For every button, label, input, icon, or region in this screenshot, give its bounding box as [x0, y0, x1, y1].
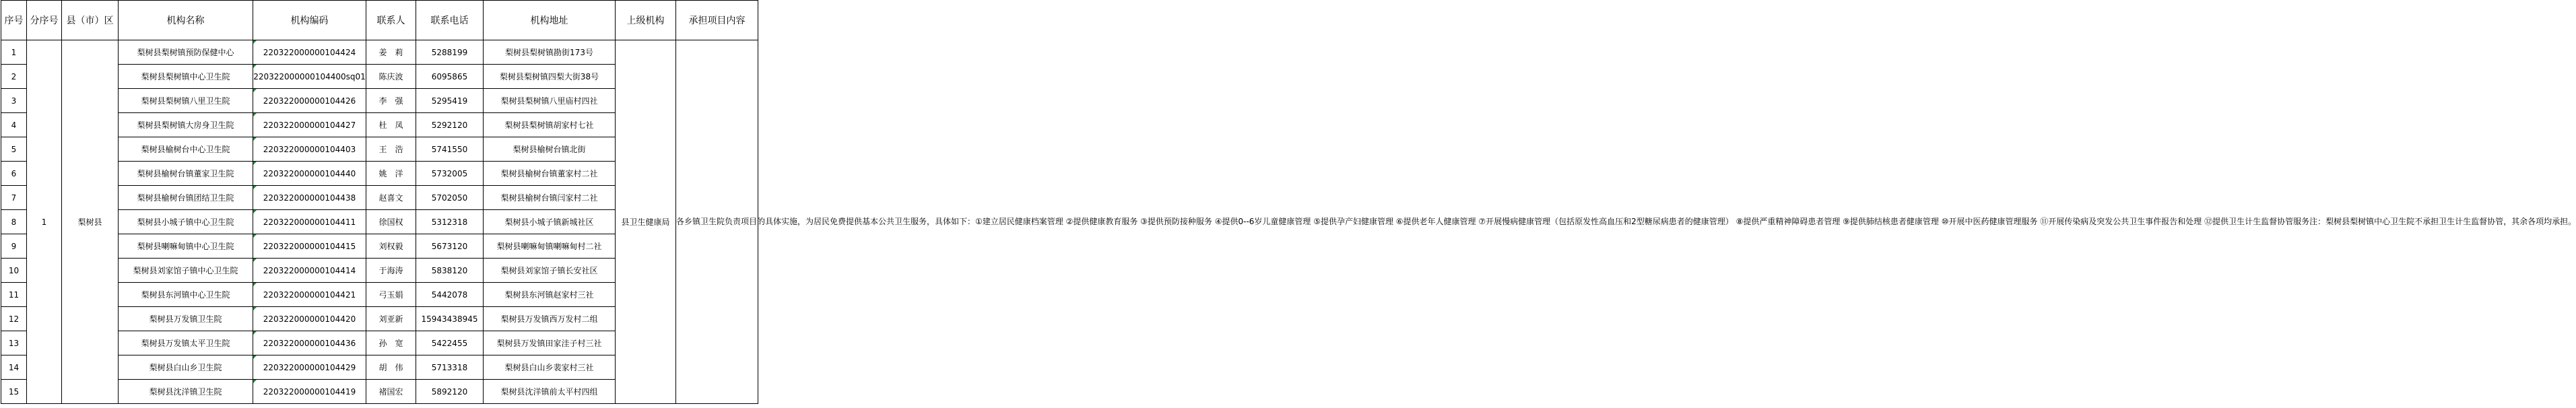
cell-org-code[interactable]: 220322000000104438	[253, 186, 366, 210]
institution-table	[1, 0, 2576, 404]
cell-org-name[interactable]: 梨树县梨树镇预防保健中心	[119, 40, 253, 65]
cell-contact[interactable]: 王 浩	[366, 137, 416, 162]
cell-address[interactable]: 梨树县梨树镇八里庙村四社	[484, 89, 616, 113]
cell-phone[interactable]: 5292120	[416, 113, 484, 137]
cell-no[interactable]: 3	[1, 89, 27, 113]
cell-address[interactable]: 梨树县东河镇赵家村三社	[484, 283, 616, 307]
header-parent-org: 上级机构	[616, 1, 676, 40]
cell-phone[interactable]: 6095865	[416, 65, 484, 89]
cell-address[interactable]: 梨树县喇嘛甸镇喇嘛甸村二社	[484, 234, 616, 259]
table-body	[1, 40, 2576, 404]
cell-org-name[interactable]: 梨树县小城子镇中心卫生院	[119, 210, 253, 234]
cell-org-code[interactable]: 220322000000104440	[253, 162, 366, 186]
cell-address[interactable]: 梨树县梨树镇胡家村七社	[484, 113, 616, 137]
cell-no[interactable]: 5	[1, 137, 27, 162]
cell-address[interactable]: 梨树县白山乡裴家村三社	[484, 355, 616, 380]
cell-phone[interactable]: 5732005	[416, 162, 484, 186]
cell-org-code[interactable]: 220322000000104429	[253, 355, 366, 380]
cell-contact[interactable]: 徐国权	[366, 210, 416, 234]
cell-address[interactable]: 梨树县小城子镇新城社区	[484, 210, 616, 234]
cell-no[interactable]: 2	[1, 65, 27, 89]
cell-address[interactable]: 梨树县梨树镇勘街173号	[484, 40, 616, 65]
cell-address[interactable]: 梨树县榆树台镇北街	[484, 137, 616, 162]
cell-org-name[interactable]: 梨树县刘家馆子镇中心卫生院	[119, 259, 253, 283]
cell-no[interactable]: 11	[1, 283, 27, 307]
cell-no[interactable]: 12	[1, 307, 27, 331]
cell-phone[interactable]: 5838120	[416, 259, 484, 283]
cell-org-name[interactable]: 梨树县沈洋镇卫生院	[119, 380, 253, 404]
cell-contact[interactable]: 李 强	[366, 89, 416, 113]
cell-phone[interactable]: 5702050	[416, 186, 484, 210]
cell-org-code[interactable]: 220322000000104414	[253, 259, 366, 283]
cell-contact[interactable]: 赵喜文	[366, 186, 416, 210]
cell-org-name[interactable]: 梨树县万发镇太平卫生院	[119, 331, 253, 355]
cell-org-name[interactable]: 梨树县梨树镇八里卫生院	[119, 89, 253, 113]
cell-address[interactable]: 梨树县万发镇西万发村二组	[484, 307, 616, 331]
cell-org-name[interactable]: 梨树县万发镇卫生院	[119, 307, 253, 331]
cell-phone[interactable]: 5288199	[416, 40, 484, 65]
cell-no[interactable]: 7	[1, 186, 27, 210]
cell-org-code[interactable]: 220322000000104427	[253, 113, 366, 137]
cell-address[interactable]: 梨树县刘家馆子镇长安社区	[484, 259, 616, 283]
cell-org-code[interactable]: 220322000000104421	[253, 283, 366, 307]
cell-phone[interactable]: 5892120	[416, 380, 484, 404]
cell-org-name[interactable]: 梨树县东河镇中心卫生院	[119, 283, 253, 307]
cell-address[interactable]: 梨树县万发镇田家洼子村三社	[484, 331, 616, 355]
cell-contact[interactable]: 孙 宽	[366, 331, 416, 355]
cell-no[interactable]: 4	[1, 113, 27, 137]
cell-no[interactable]: 15	[1, 380, 27, 404]
cell-contact[interactable]: 杜 凤	[366, 113, 416, 137]
cell-org-name[interactable]: 梨树县喇嘛甸镇中心卫生院	[119, 234, 253, 259]
cell-phone[interactable]: 5741550	[416, 137, 484, 162]
cell-org-code[interactable]: 220322000000104400sq01	[253, 65, 366, 89]
cell-org-code[interactable]: 220322000000104426	[253, 89, 366, 113]
cell-org-code[interactable]: 220322000000104424	[253, 40, 366, 65]
cell-org-name[interactable]: 梨树县榆树台镇团结卫生院	[119, 186, 253, 210]
header-address: 机构地址	[484, 1, 616, 40]
cell-phone[interactable]: 15943438945	[416, 307, 484, 331]
cell-phone[interactable]: 5442078	[416, 283, 484, 307]
cell-contact[interactable]: 陈庆波	[366, 65, 416, 89]
cell-no[interactable]: 1	[1, 40, 27, 65]
cell-contact[interactable]: 刘权毅	[366, 234, 416, 259]
cell-no[interactable]: 6	[1, 162, 27, 186]
header-sub-no: 分序号	[27, 1, 62, 40]
cell-org-name[interactable]: 梨树县梨树镇中心卫生院	[119, 65, 253, 89]
cell-county[interactable]: 梨树县	[62, 40, 119, 404]
cell-no[interactable]: 13	[1, 331, 27, 355]
header-county: 县（市）区	[62, 1, 119, 40]
cell-contact[interactable]: 刘亚新	[366, 307, 416, 331]
cell-contact[interactable]: 胡 伟	[366, 355, 416, 380]
cell-org-name[interactable]: 梨树县榆树台中心卫生院	[119, 137, 253, 162]
cell-phone[interactable]: 5673120	[416, 234, 484, 259]
cell-org-name[interactable]: 梨树县榆树台镇董家卫生院	[119, 162, 253, 186]
header-org-code: 机构编码	[253, 1, 366, 40]
header-duties: 承担项目内容	[676, 1, 758, 40]
cell-phone[interactable]: 5713318	[416, 355, 484, 380]
cell-contact[interactable]: 弓玉娟	[366, 283, 416, 307]
cell-org-name[interactable]: 梨树县白山乡卫生院	[119, 355, 253, 380]
cell-contact[interactable]: 褚国宏	[366, 380, 416, 404]
cell-contact[interactable]: 于海涛	[366, 259, 416, 283]
header-phone: 联系电话	[416, 1, 484, 40]
header-org-name: 机构名称	[119, 1, 253, 40]
cell-contact[interactable]: 姜 莉	[366, 40, 416, 65]
cell-duties[interactable]: 各乡镇卫生院负责项目的具体实施，为居民免费提供基本公共卫生服务，具体如下：①建立居民健康档案管理 ②提供健康教育服务 ③提供预防接种服务 ④提供0--6岁儿童健康管理 ⑤提供孕产妇健康管理 ⑥提供老年人健康管理 ⑦开展慢病健康管理（包括原发性高血压和2型糖尿病患者的健康管理） ⑧提供严重精神障碍患者管理 ⑨提供肺结核患者健康管理 ⑩开展中医药健康管理服务 ⑪开展传染病及突发公共卫生事件报告和处理 ⑫提供卫生计生监督协管服务注：梨树县梨树镇中心卫生院不承担卫生计生监督协管，其余各项均承担。	[676, 40, 758, 404]
cell-org-code[interactable]: 220322000000104411	[253, 210, 366, 234]
cell-org-name[interactable]: 梨树县梨树镇大房身卫生院	[119, 113, 253, 137]
cell-address[interactable]: 梨树县沈洋镇前太平村四组	[484, 380, 616, 404]
cell-contact[interactable]: 姚 洋	[366, 162, 416, 186]
header-row	[1, 1, 758, 40]
cell-phone[interactable]: 5422455	[416, 331, 484, 355]
table-row	[1, 40, 758, 65]
cell-address[interactable]: 梨树县梨树镇四梨大街38号	[484, 65, 616, 89]
cell-parent-org[interactable]: 县卫生健康局	[616, 40, 676, 404]
cell-no[interactable]: 8	[1, 210, 27, 234]
cell-phone[interactable]: 5295419	[416, 89, 484, 113]
cell-org-code[interactable]: 220322000000104415	[253, 234, 366, 259]
cell-no[interactable]: 9	[1, 234, 27, 259]
header-no: 序号	[1, 1, 27, 40]
cell-org-code[interactable]: 220322000000104420	[253, 307, 366, 331]
cell-phone[interactable]: 5312318	[416, 210, 484, 234]
cell-no[interactable]: 14	[1, 355, 27, 380]
header-contact: 联系人	[366, 1, 416, 40]
cell-no[interactable]: 10	[1, 259, 27, 283]
cell-org-code[interactable]: 220322000000104436	[253, 331, 366, 355]
cell-address[interactable]: 梨树县榆树台镇董家村二社	[484, 162, 616, 186]
cell-address[interactable]: 梨树县榆树台镇闫家村二社	[484, 186, 616, 210]
cell-sub-no[interactable]: 1	[27, 40, 62, 404]
cell-org-code[interactable]: 220322000000104419	[253, 380, 366, 404]
cell-org-code[interactable]: 220322000000104403	[253, 137, 366, 162]
